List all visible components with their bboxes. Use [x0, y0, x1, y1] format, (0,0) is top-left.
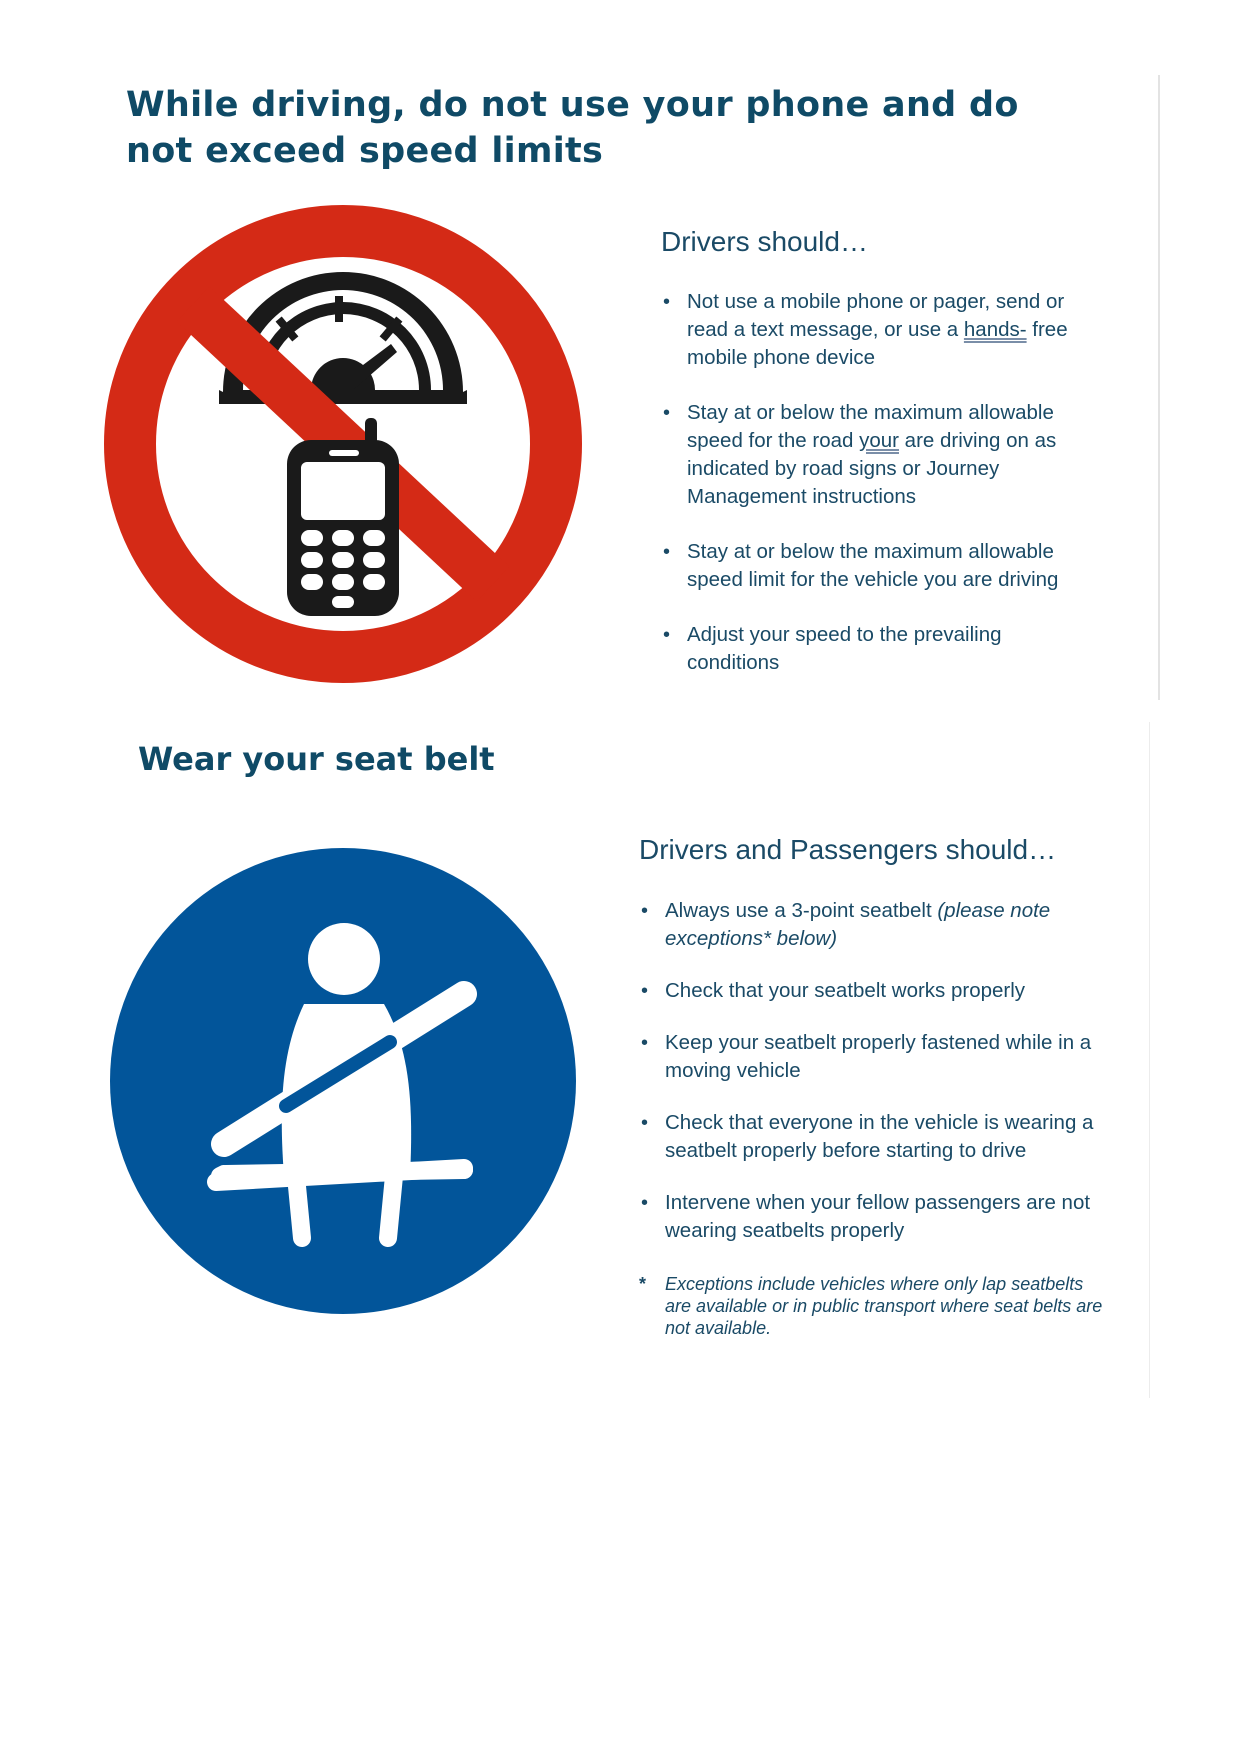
margin-rule — [1149, 722, 1150, 1398]
mobile-phone-icon — [287, 418, 399, 616]
list-item: • Stay at or below the maximum allowable speed limit for the vehicle you are driving — [663, 540, 1059, 591]
list-item: • Intervene when your fellow passengers are not wearing seatbelts properly — [641, 1191, 1091, 1242]
section-title-seat-belt: Wear your seat belt — [138, 740, 495, 778]
seatbelt-rules-list — [639, 897, 1099, 1269]
list-item: • Not use a mobile phone or pager, send or read a text message, or use a hands- free mobile phone device — [663, 290, 1068, 369]
exceptions-footnote: * Exceptions include vehicles where only lap seatbelts are available or in public transport where seat belts are not available. — [639, 1274, 1103, 1338]
margin-rule — [1158, 75, 1160, 700]
list-item: • Check that everyone in the vehicle is wearing a seatbelt properly before starting to drive — [641, 1111, 1094, 1162]
list-item: • Check that your seatbelt works properly — [641, 979, 1026, 1002]
drivers-should-subheading: Drivers should… — [661, 226, 868, 257]
list-item: • Keep your seatbelt properly fastened while in a moving vehicle — [641, 1031, 1092, 1082]
seatbelt-sign — [108, 846, 578, 1316]
section-title-phone-speed: While driving, do not use your phone and do not exceed speed limits — [126, 85, 1019, 171]
drivers-rules-list — [661, 288, 1097, 704]
no-phone-no-speeding-sign — [103, 204, 583, 684]
list-item: • Stay at or below the maximum allowable speed for the road your are driving on as indicated by road signs or Journey Management instructions — [663, 401, 1057, 508]
list-item: • Adjust your speed to the prevailing conditions — [663, 623, 1002, 674]
list-item: • Always use a 3-point seatbelt (please note exceptions* below) — [641, 899, 1051, 950]
drivers-passengers-should-subheading: Drivers and Passengers should… — [639, 834, 1057, 865]
